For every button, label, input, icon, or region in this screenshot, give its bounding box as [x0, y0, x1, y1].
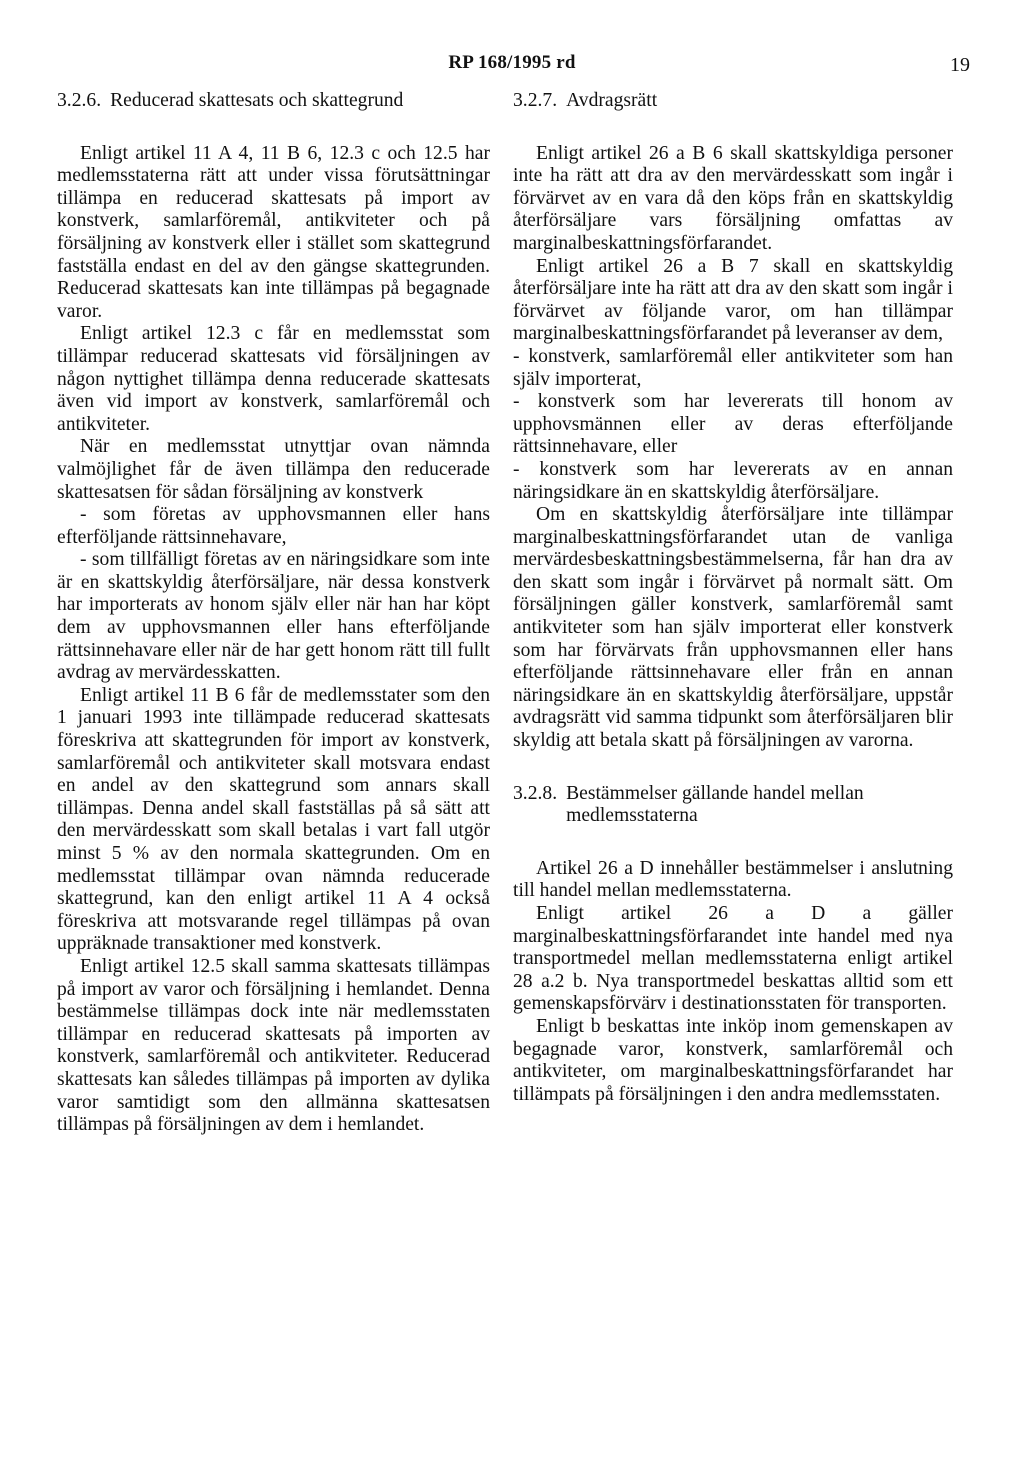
section-heading-3-2-7: [513, 90, 953, 113]
paragraph: Enligt artikel 12.3 c får en medlemsstat som tillämpar reducerad skattesats vid försäljningen av någon nyttighet tillämpa denna reducerade skattesats även vid import av konstverk, samlarföremål och antikviteter.: [57, 323, 490, 435]
section-title: Reducerad skattesats och skattegrund: [110, 90, 404, 111]
paragraph: Om en skattskyldig återförsäljare inte tillämpar marginalbeskattningsförfarandet utan de vanliga mervärdesbeskattningsbestämmelserna, får han dra av den skatt som ingår i förvärvet på normalt sätt. Om försäljningen gäller konstverk, samlarföremål samt antikviteter som han själv importerat eller konstverk som har förvärvats från upphovsmannen eller hans efterföljande rättsinnehavare eller från en annan näringsidkare än en skattskyldig återförsäljare, uppstår avdragsrätt vid samma tidpunkt som återförsäljaren blir skyldig att betala skatt på försäljningen av varorna.: [513, 504, 953, 752]
paragraph: Enligt artikel 11 A 4, 11 B 6, 12.3 c och 12.5 har medlemsstaterna rätt att under vissa förutsättningar tillämpa en reducerad skattesats på import av konstverk, samlarföremål, antikviteter och på försäljning av konstverk eller i stället som skattegrund fastställa endast en del av den gängse skattegrunden. Reducerad skattesats kan inte tillämpas på begagnade varor.: [57, 142, 490, 322]
left-column: [57, 90, 490, 1137]
right-column: [513, 90, 953, 1106]
list-item: - som företas av upphovsmannen eller hans efterföljande rättsinnehavare,: [57, 504, 490, 548]
paragraph: Artikel 26 a D innehåller bestämmelser i anslutning till handel mellan medlemsstaterna.: [513, 857, 953, 902]
paragraph: Enligt artikel 11 B 6 får de medlemsstater som den 1 januari 1993 inte tillämpade reducerad skattesats föreskriva att skattegrunden för import av konstverk, samlarföremål och antikviteter skall motsvara endast en andel av den skattegrund som annars skall tillämpas. Denna andel skall fastställas på så sätt att den mervärdesskatt som skall betalas i vart fall utgör minst 5 % av den normala skattegrunden. Om en medlemsstat tillämpar ovan nämnda reducerade skattegrund, kan den enligt artikel 11 A 4 också föreskriva att motsvarande regel tillämpas på ovan uppräknade transaktioner med konstverk.: [57, 684, 490, 955]
paragraph: När en medlemsstat utnyttjar ovan nämnda valmöjlighet får de även tillämpa den reducerade skattesatsen för sådan försäljning av konstverk: [57, 436, 490, 503]
section-title: Bestämmelser gällande handel mellan medlemsstaterna: [566, 782, 864, 827]
list-item: - som tillfälligt företas av en näringsidkare som inte är en skattskyldig återförsäljare, när dessa konstverk har importerats av honom själv eller när han har köpt dem av upphovsmannen eller hans efterföljande rättsinnehavare eller när de har gett honom rätt till fullt avdrag av mervärdesskatten.: [57, 549, 490, 684]
section-heading-3-2-8: [513, 783, 953, 828]
list-item: - konstverk, samlarföremål eller antikviteter som han själv importerat,: [513, 345, 953, 390]
running-header: RP 168/1995 rd: [448, 52, 576, 73]
paragraph: Enligt artikel 26 a D a gäller marginalbeskattningsförfarandet inte handel med nya transportmedel mellan medlemsstaterna enligt artikel 28 a.2 b. Nya transportmedel beskattas alltid som ett gemenskapsförvärv i destinationsstaten för transporten.: [513, 903, 953, 1015]
list-item: - konstverk som har levererats av en annan näringsidkare än en skattskyldig återförsäljare.: [513, 458, 953, 503]
section-title: Avdragsrätt: [566, 90, 658, 111]
list-item: - konstverk som har levererats till honom av upphovsmännen eller av deras efterföljande rättsinnehavare, eller: [513, 391, 953, 458]
paragraph: Enligt artikel 12.5 skall samma skattesats tillämpas på import av varor och försäljning i hemlandet. Denna bestämmelse tillämpas dock inte när medlemsstaten tillämpar en reducerad skattesats på importen av konstverk, samlarföremål och antikviteter. Reducerad skattesats kan således tillämpas på importen av dylika varor samtidigt som den allmänna skattesatsen tillämpas på försäljningen av dem i hemlandet.: [57, 955, 490, 1136]
paragraph: Enligt b beskattas inte inköp inom gemenskapen av begagnade varor, konstverk, samlarföremål och antikviteter, om marginalbeskattningsförfarandet har tillämpats på försäljningen i den andra medlemsstaten.: [513, 1015, 953, 1105]
section-heading-3-2-6: [57, 90, 490, 113]
paragraph: Enligt artikel 26 a B 6 skall skattskyldiga personer inte ha rätt att dra av den mervärdesskatt som ingår i förvärvet av en vara då den köps från en skattskyldig återförsäljare vars försäljning omfattas av marginalbeskattningsförfarandet.: [513, 142, 953, 254]
section-number: 3.2.6.: [57, 90, 102, 111]
section-number: 3.2.8.: [513, 782, 558, 804]
paragraph: Enligt artikel 26 a B 7 skall en skattskyldig återförsäljare inte ha rätt att dra av den skatt som ingår i förvärvet av följande varor, om han tillämpar marginalbeskattningsförfarandet på leveranser av dem,: [513, 255, 953, 345]
page-number: 19: [950, 54, 970, 76]
section-number: 3.2.7.: [513, 90, 558, 111]
